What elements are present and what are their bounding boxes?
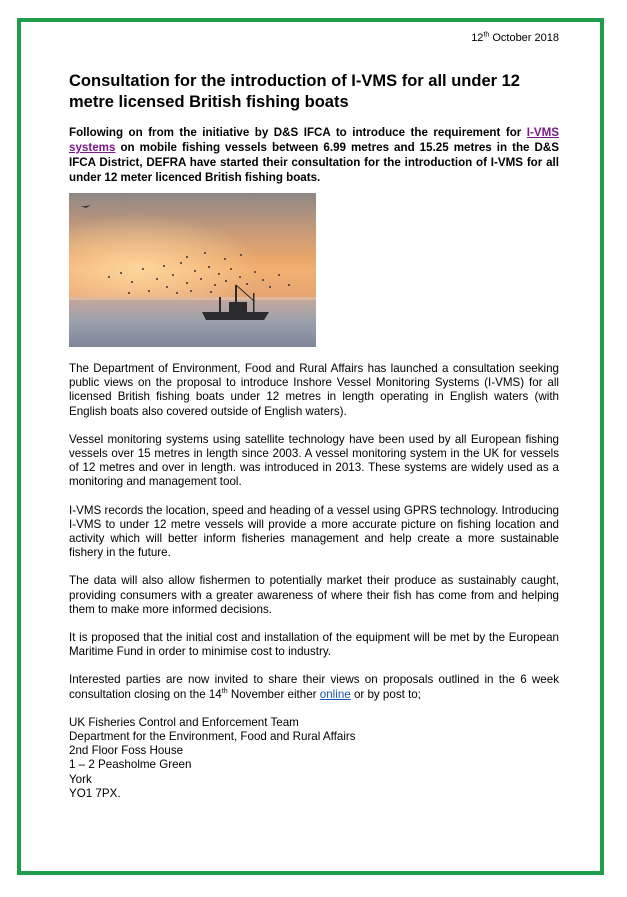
address-line: YO1 7PX. <box>69 786 121 800</box>
i-vms-systems-link[interactable]: I-VMS systems <box>69 126 559 154</box>
fishing-boat-sunset-photo <box>69 193 316 347</box>
address-line: UK Fisheries Control and Enforcement Team <box>69 715 299 729</box>
address-line: 1 – 2 Peasholme Green <box>69 758 192 772</box>
article-body <box>69 362 559 801</box>
address-line: 2nd Floor Foss House <box>69 744 184 758</box>
address-line: York <box>69 772 92 786</box>
body-paragraph: I-VMS records the location, speed and heading of a vessel using GPRS technology. Introducing I-VMS to under 12 metre vessels will provide a more accurate picture on fishing location and activity which will better inform fisheries management and help create a more sustainable fishery in the future. <box>69 503 559 560</box>
postal-address <box>69 716 559 801</box>
page-title: Consultation for the introduction of I-VMS for all under 12 metre licensed British fishing boats <box>69 72 520 111</box>
body-paragraph: Vessel monitoring systems using satellite technology have been used by all European fishing vessels over 15 metres in length since 2003. A vessel monitoring system in the UK for vessels of 12 metres and over in length. was introduced in 2013. These systems are widely used as a monitoring and management tool. <box>69 432 559 489</box>
date-line: 12th October 2018 <box>471 31 559 44</box>
intro-paragraph: Following on from the initiative by D&S IFCA to introduce the requirement for I-VMS systems on mobile fishing vessels between 6.99 metres and 15.25 metres in the D&S IFCA District, DEFRA have started their consultation for the introduction of I-VMS for all under 12 meter licenced British fishing boats. <box>69 126 559 184</box>
body-paragraph: The data will also allow fishermen to potentially market their produce as sustainably caught, providing consumers with a greater awareness of where their fish has come from and helping them to make more informed decisions. <box>69 574 559 616</box>
body-paragraph: It is proposed that the initial cost and installation of the equipment will be met by the European Maritime Fund in order to minimise cost to industry. <box>69 631 559 659</box>
body-paragraph: The Department of Environment, Food and Rural Affairs has launched a consultation seeking public views on the proposal to introduce Inshore Vessel Monitoring Systems (I-VMS) for all licensed British fishing boats under 12 metres in length operating in English waters (with English boats also covered outside of English waters). <box>69 362 559 418</box>
address-line: Department for the Environment, Food and Rural Affairs <box>69 730 356 744</box>
closing-paragraph: Interested parties are now invited to share their views on proposals outlined in the 6 week consultation closing on the 14th November either online or by post to; <box>69 673 559 701</box>
online-link[interactable]: online <box>319 687 351 701</box>
